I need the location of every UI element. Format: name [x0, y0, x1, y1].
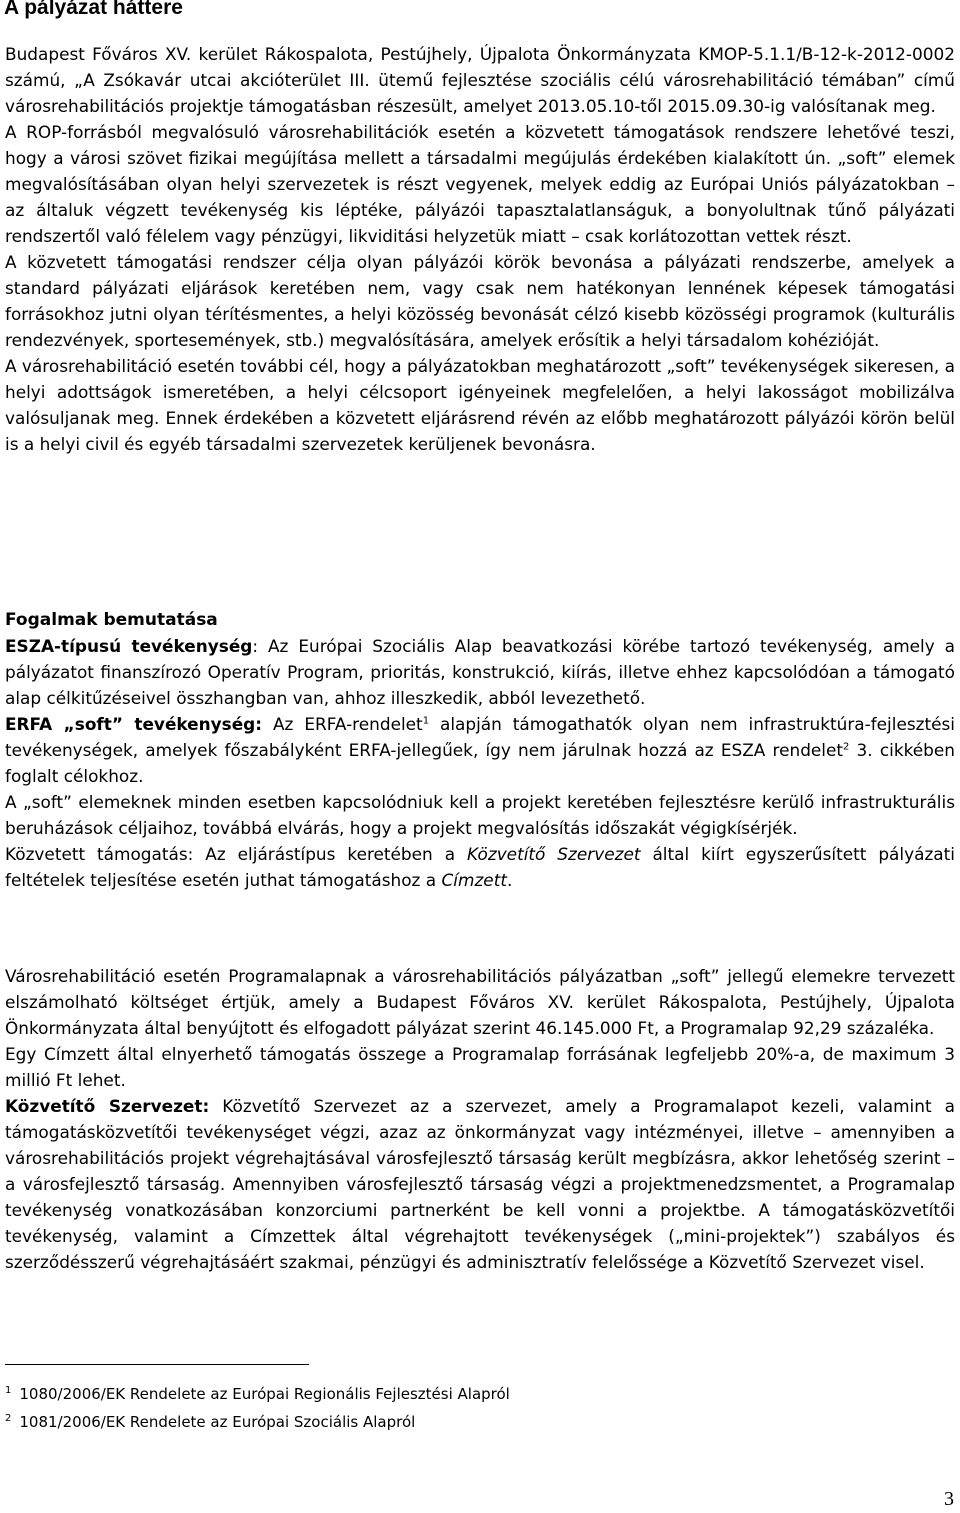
- definition-kozvetett: [5, 841, 955, 893]
- paragraph: A városrehabilitáció esetén további cél, hogy a pályázatokban meghatározott „soft” tevékenységek sikeresen, a helyi adottságok ismeretében, a helyi célcsoport igényeinek megfelelően, a helyi lakosságot mobilizálva valósuljanak meg. Ennek érdekében a közvetett eljárásrend révén az előbb meghatározott pályázói körön belül is a helyi civil és egyéb társadalmi szervezetek kerüljenek bevonásra.: [5, 356, 955, 454]
- paragraph: Egy Címzett által elnyerhető támogatás összege a Programalap forrásának legfeljebb 20%-a, de maximum 3 millió Ft lehet.: [5, 1044, 955, 1090]
- footnote-1: [5, 1384, 510, 1404]
- footnote-number: 1: [5, 1385, 12, 1396]
- definition-erfa: [5, 711, 955, 789]
- footnote-separator: [5, 1364, 309, 1365]
- definition-kozvetito: [5, 1093, 955, 1275]
- section-concepts-body: [5, 633, 955, 893]
- definition-text: : Az Európai Szociális Alap beavatkozási körébe tartozó tevékenység, amely a pályázatot finanszírozó Operatív Program, prioritás, konstrukció, kiírás, illetve ehhez kapcsolódóan a támogató alap célkitűzéseivel összhangban van, ahhoz illeszkedik, abból levezethető.: [5, 636, 955, 708]
- footnote-ref-1[interactable]: 1: [422, 715, 430, 727]
- paragraph: Budapest Főváros XV. kerület Rákospalota, Pestújhely, Újpalota Önkormányzata KMOP-5.1.1/B-12-k-2012-0002 számú, „A Zsókavár utcai akcióterület III. ütemű fejlesztése szociális célú városrehabilitáció témában” című városrehabilitációs projektje támogatásban részesült, amelyet 2013.05.10-től 2015.09.30-ig valósítanak meg.: [5, 44, 955, 116]
- definition-text: Közvetítő Szervezet az a szervezet, amely a Programalapot kezeli, valamint a támogatásközvetítői tevékenységet végzi, azaz az önkormányzat vagy intézményei, illetve – amennyiben a városrehabilitációs projekt végrehajtásával városfejlesztő társaság került megbízásra, akkor lehetőség szerint – a városfejlesztő társaság. Amennyiben városfejlesztő társaság végzi a projektmenedzsmentet, a Programalap tevékenység vonatkozásában konzorciumi partnerként be kell vonni a projektbe. A támogatásközvetítői tevékenység, valamint a Címzettek által végrehajtott tevékenységek („mini-projektek”) szabályos és szerződésszerű végrehajtásáért szakmai, pénzügyi és adminisztratív felelőssége a Közvetítő Szervezet visel.: [5, 1096, 955, 1272]
- footnote-text: 1081/2006/EK Rendelete az Európai Szociális Alapról: [19, 1413, 416, 1431]
- definition-text: .: [506, 870, 513, 890]
- term-kozvetito: Közvetítő Szervezet: [467, 844, 641, 864]
- definition-text: alapján támogathatók olyan nem infrastruktúra-fejlesztési tevékenységek, amelyek főszabályként ERFA-jellegűek, így nem járulnak hozzá az ESZA rendelet: [5, 714, 956, 760]
- term-kozvetito-szervezet: Közvetítő Szervezet:: [5, 1096, 210, 1116]
- paragraph: Városrehabilitáció esetén Programalapnak a városrehabilitációs pályázatban „soft” jellegű elemekre tervezett elszámolható költséget értjük, amely a Budapest Főváros XV. kerület Rákospalota, Pestújhely, Újpalota Önkormányzata által benyújtott és elfogadott pályázat szerint 46.145.000 Ft, a Programalap 92,29 százaléka.: [5, 966, 955, 1038]
- paragraph: A ROP-forrásból megvalósuló városrehabilitációk esetén a közvetett támogatások rendszere lehetővé teszi, hogy a városi szövet fizikai megújítása mellett a társadalmi megújulás érdekében kialakított ún. „soft” elemek megvalósításában olyan helyi szervezetek is részt vegyenek, melyek eddig az Európai Uniós pályázatokban – az általuk végzett tevékenység kis léptéke, pályázói tapasztalatlanságuk, a bonyolultnak tűnő pályázati rendszertől való félelem vagy pénzügyi, likviditási helyzetük miatt – csak korlátozottan vettek részt.: [5, 122, 955, 246]
- definition-text: Közvetett támogatás: Az eljárástípus keretében a: [5, 844, 468, 864]
- page-number: 3: [944, 1488, 954, 1510]
- paragraph: A közvetett támogatási rendszer célja olyan pályázói körök bevonása a pályázati rendszerbe, amelyek a standard pályázati eljárások keretében nem, vagy csak nem hatékonyan lennének képesek támogatási forrásokhoz jutni olyan térítésmentes, a helyi közösség bevonását célzó kisebb közösségi programok (kulturális rendezvények, sportesemények, stb.) megvalósítására, amelyek erősítik a helyi társadalom kohézióját.: [5, 252, 955, 350]
- section-title-concepts: Fogalmak bemutatása: [5, 610, 218, 630]
- section-programalap-body: [5, 963, 955, 1275]
- definition-text: által kiírt egyszerűsített pályázati feltételek teljesítése esetén juthat támogatáshoz a: [5, 844, 955, 890]
- definition-text: 3. cikkében foglalt célokhoz.: [5, 740, 955, 786]
- term-esza: ESZA-típusú tevékenység: [5, 636, 253, 656]
- definition-text: Az ERFA-rendelet: [262, 714, 423, 734]
- term-erfa: ERFA „soft” tevékenység:: [5, 714, 263, 734]
- definition-esza: [5, 633, 955, 711]
- footnote-text: 1080/2006/EK Rendelete az Európai Regionális Fejlesztési Alapról: [19, 1385, 510, 1403]
- section-background-body: [5, 41, 955, 457]
- paragraph: A „soft” elemeknek minden esetben kapcsolódniuk kell a projekt keretében fejlesztésre kerülő infrastrukturális beruházások céljaihoz, továbbá elvárás, hogy a projekt megvalósítás időszakát végigkísérjék.: [5, 792, 955, 838]
- section-title-background: A pályázat háttere: [4, 0, 183, 19]
- term-cimzett: Címzett: [441, 870, 507, 890]
- footnote-number: 2: [5, 1413, 12, 1424]
- footnote-2: [5, 1412, 415, 1432]
- footnote-ref-2[interactable]: 2: [843, 741, 850, 753]
